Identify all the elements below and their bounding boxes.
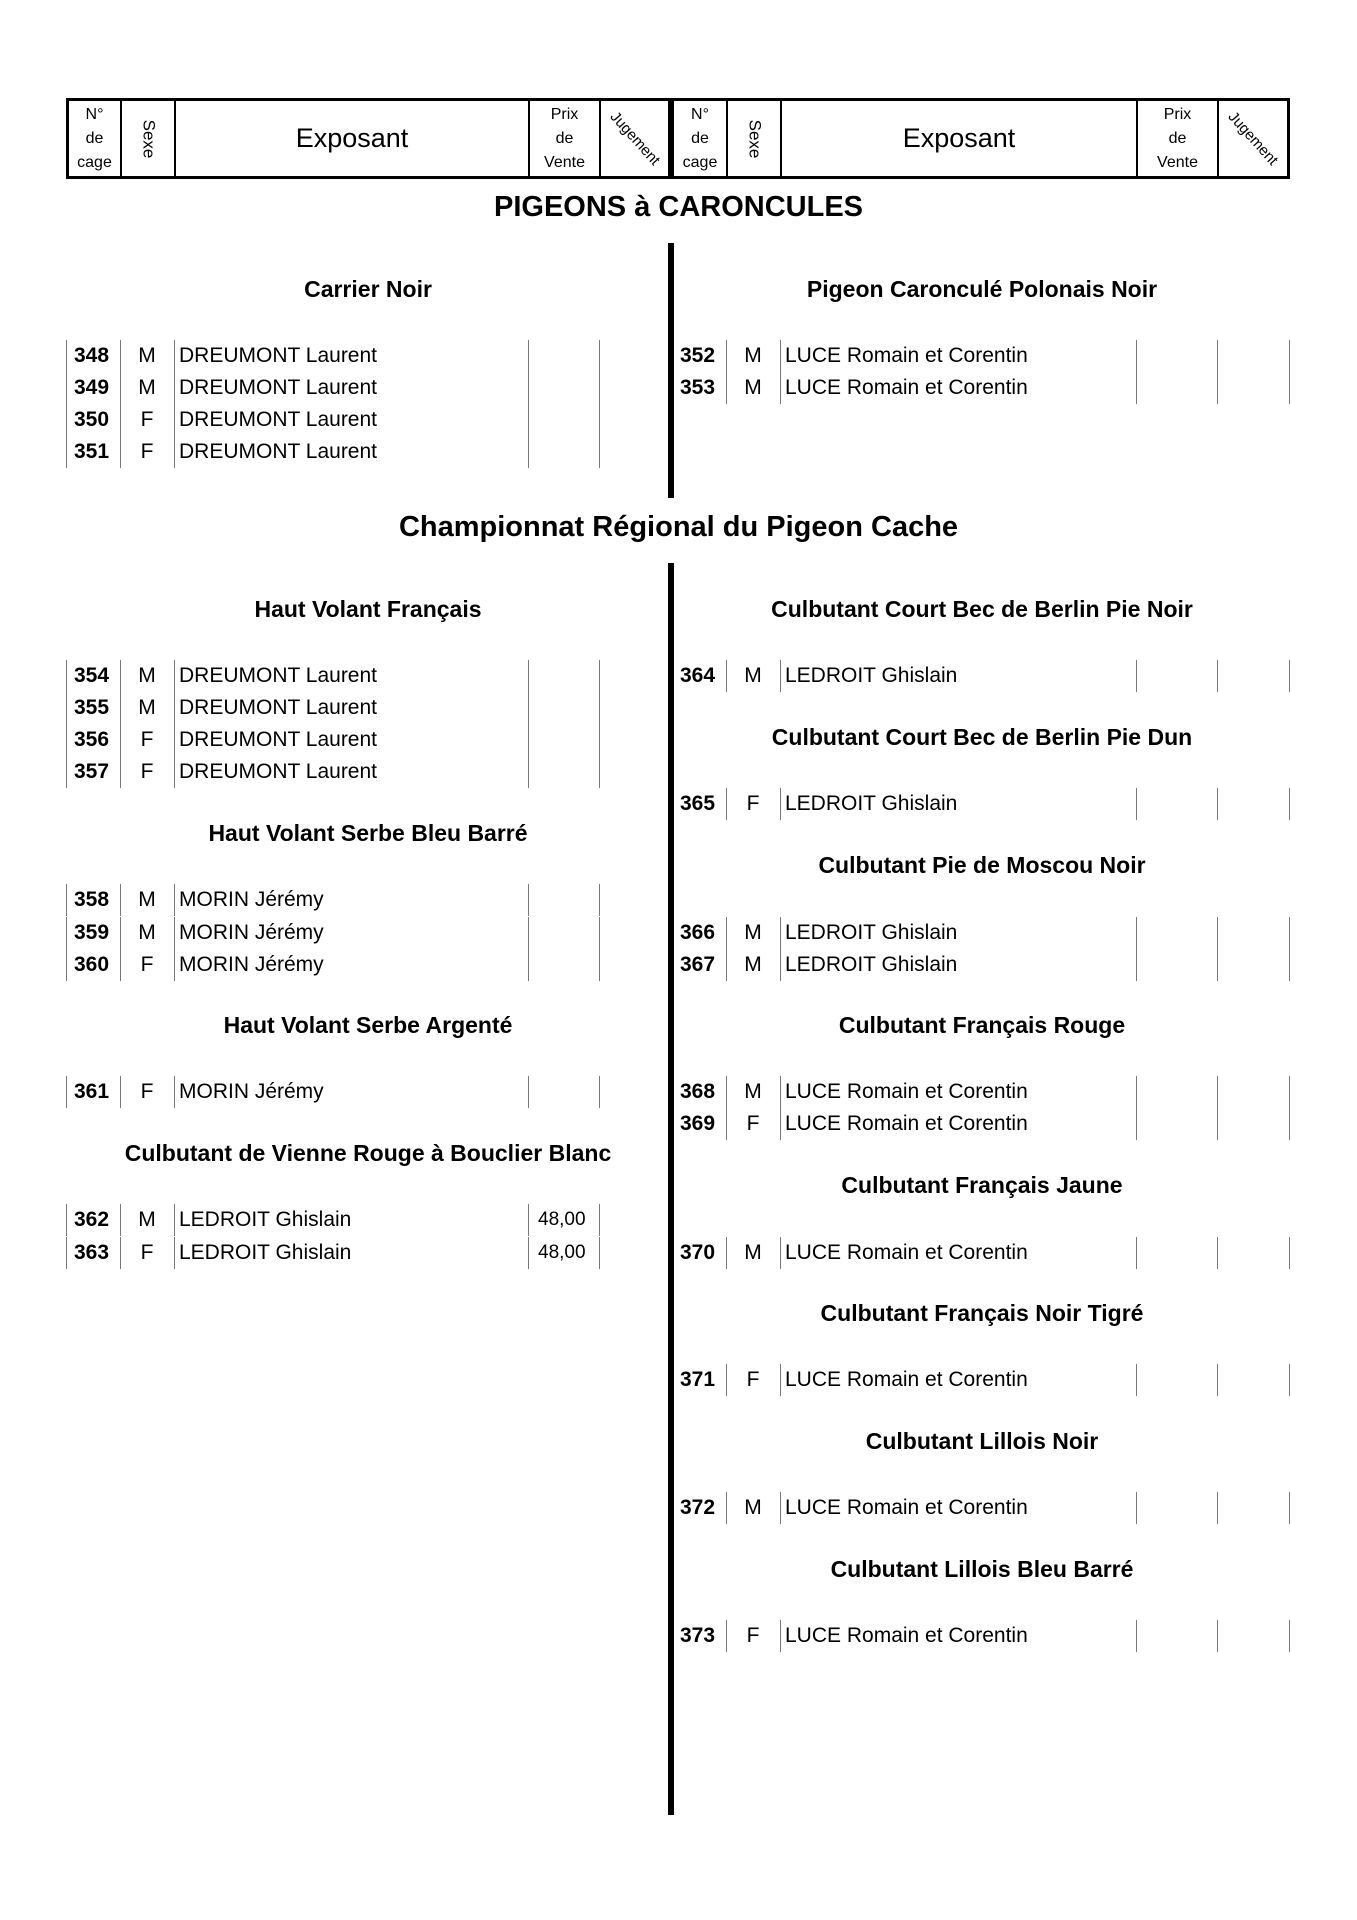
- category-title: Culbutant Français Rouge: [838, 1012, 1126, 1038]
- sexe: M: [744, 664, 762, 687]
- header-sexe-right-label: Sexe: [745, 119, 764, 158]
- header-jugement-right-label: Jugement: [1224, 108, 1282, 169]
- sexe: M: [744, 376, 762, 399]
- cage-number: 369: [680, 1112, 716, 1135]
- cage-number: 353: [680, 376, 716, 399]
- table-row: [672, 1076, 1292, 1108]
- cage-number: 348: [74, 344, 110, 367]
- table-row: [66, 404, 606, 436]
- section-title: PIGEONS à CARONCULES: [494, 191, 863, 223]
- category-title: Culbutant Lillois Noir: [865, 1428, 1099, 1454]
- table-header: [66, 98, 1290, 179]
- sexe: M: [138, 376, 156, 399]
- cage-number: 365: [680, 792, 716, 815]
- sexe: F: [746, 1112, 760, 1135]
- table-row: [66, 372, 606, 404]
- category-title: Pigeon Caronculé Polonais Noir: [806, 276, 1158, 302]
- table-row: [66, 1076, 606, 1108]
- exposant: MORIN Jérémy: [179, 953, 324, 976]
- sexe: M: [744, 1241, 762, 1264]
- sexe: F: [140, 408, 154, 431]
- cage-number: 364: [680, 664, 716, 687]
- header-cage-left: N° de cage: [69, 101, 122, 176]
- header-sexe-right: [728, 101, 782, 176]
- exposant: DREUMONT Laurent: [179, 728, 378, 751]
- cage-number: 350: [74, 408, 110, 431]
- exposant: DREUMONT Laurent: [179, 344, 378, 367]
- sexe: F: [140, 440, 154, 463]
- sexe: F: [140, 728, 154, 751]
- table-row: [672, 949, 1292, 981]
- cage-number: 372: [680, 1496, 716, 1519]
- exposant: DREUMONT Laurent: [179, 376, 378, 399]
- cage-number: 357: [74, 760, 110, 783]
- table-row: [66, 884, 606, 916]
- cage-number: 367: [680, 953, 716, 976]
- sexe: M: [744, 953, 762, 976]
- cage-number: 362: [74, 1208, 110, 1231]
- exposant: DREUMONT Laurent: [179, 760, 378, 783]
- header-prix-right: Prix de Vente: [1138, 101, 1219, 176]
- prix-vente: 48,00: [538, 1209, 586, 1230]
- table-row: [66, 692, 606, 724]
- cage-number: 373: [680, 1624, 716, 1647]
- category-title: Culbutant Court Bec de Berlin Pie Noir: [771, 596, 1193, 622]
- sexe: F: [746, 1624, 760, 1647]
- header-prix-left: Prix de Vente: [530, 101, 601, 176]
- category-title: Carrier Noir: [304, 276, 432, 302]
- table-row: [66, 1237, 606, 1269]
- table-row: [672, 660, 1292, 692]
- exposant: LUCE Romain et Corentin: [785, 344, 1028, 367]
- exposant: LUCE Romain et Corentin: [785, 1624, 1028, 1647]
- exposant: LEDROIT Ghislain: [785, 792, 958, 815]
- sexe: M: [138, 888, 156, 911]
- category-title: Culbutant Lillois Bleu Barré: [830, 1556, 1134, 1582]
- exposant: LUCE Romain et Corentin: [785, 1368, 1028, 1391]
- cage-number: 370: [680, 1241, 716, 1264]
- sexe: M: [744, 1080, 762, 1103]
- sexe: M: [138, 921, 156, 944]
- cage-number: 354: [74, 664, 110, 687]
- cage-number: 358: [74, 888, 110, 911]
- table-row: [672, 1492, 1292, 1524]
- table-row: [66, 660, 606, 692]
- table-row: [672, 1237, 1292, 1269]
- exposant: LEDROIT Ghislain: [785, 953, 958, 976]
- exposant: LUCE Romain et Corentin: [785, 1241, 1028, 1264]
- exposant: LEDROIT Ghislain: [179, 1208, 352, 1231]
- sexe: F: [140, 1241, 154, 1264]
- table-row: [672, 372, 1292, 404]
- table-row: [672, 788, 1292, 820]
- cage-number: 355: [74, 696, 110, 719]
- exposant: LUCE Romain et Corentin: [785, 1112, 1028, 1135]
- sexe: F: [746, 792, 760, 815]
- table-row: [672, 1620, 1292, 1652]
- table-row: [66, 340, 606, 372]
- header-sexe-left-label: Sexe: [139, 119, 158, 158]
- exposant: LUCE Romain et Corentin: [785, 1080, 1028, 1103]
- header-exposant-left: Exposant: [176, 101, 530, 176]
- header-jugement-right: [1219, 101, 1287, 176]
- sexe: M: [744, 1496, 762, 1519]
- cage-number: 360: [74, 953, 110, 976]
- exposant: DREUMONT Laurent: [179, 440, 378, 463]
- cage-number: 356: [74, 728, 110, 751]
- table-row: [66, 436, 606, 468]
- table-row: [672, 340, 1292, 372]
- exposant: MORIN Jérémy: [179, 888, 324, 911]
- header-sexe-left: [122, 101, 176, 176]
- table-row: [66, 756, 606, 788]
- cage-number: 363: [74, 1241, 110, 1264]
- exposant: DREUMONT Laurent: [179, 696, 378, 719]
- sexe: M: [138, 664, 156, 687]
- sexe: F: [140, 953, 154, 976]
- category-title: Culbutant de Vienne Rouge à Bouclier Blanc: [124, 1140, 612, 1166]
- cage-number: 349: [74, 376, 110, 399]
- exposant: LEDROIT Ghislain: [785, 664, 958, 687]
- category-title: Culbutant Français Noir Tigré: [820, 1300, 1144, 1326]
- category-title: Culbutant Pie de Moscou Noir: [818, 852, 1146, 878]
- sexe: M: [138, 696, 156, 719]
- cage-number: 351: [74, 440, 110, 463]
- cage-number: 366: [680, 921, 716, 944]
- exposant: MORIN Jérémy: [179, 921, 324, 944]
- exposant: DREUMONT Laurent: [179, 408, 378, 431]
- sexe: M: [138, 1208, 156, 1231]
- category-title: Culbutant Court Bec de Berlin Pie Dun: [771, 724, 1193, 750]
- header-exposant-right: Exposant: [782, 101, 1138, 176]
- cage-number: 368: [680, 1080, 716, 1103]
- table-row: [672, 1364, 1292, 1396]
- exposant: DREUMONT Laurent: [179, 664, 378, 687]
- sexe: F: [746, 1368, 760, 1391]
- exposant: LEDROIT Ghislain: [785, 921, 958, 944]
- category-title: Haut Volant Serbe Argenté: [223, 1012, 513, 1038]
- sexe: M: [744, 921, 762, 944]
- exposant: LUCE Romain et Corentin: [785, 1496, 1028, 1519]
- exposant: LUCE Romain et Corentin: [785, 376, 1028, 399]
- table-row: [672, 917, 1292, 949]
- category-title: Haut Volant Serbe Bleu Barré: [208, 820, 528, 846]
- exposant: MORIN Jérémy: [179, 1080, 324, 1103]
- cage-number: 352: [680, 344, 716, 367]
- table-row: [66, 949, 606, 981]
- cage-number: 361: [74, 1080, 110, 1103]
- sexe: F: [140, 760, 154, 783]
- category-title: Culbutant Français Jaune: [841, 1172, 1123, 1198]
- exposant: LEDROIT Ghislain: [179, 1241, 352, 1264]
- category-title: Haut Volant Français: [254, 596, 482, 622]
- table-row: [66, 1204, 606, 1236]
- prix-vente: 48,00: [538, 1242, 586, 1263]
- header-jugement-left-label: Jugement: [606, 108, 663, 169]
- sexe: M: [138, 344, 156, 367]
- section-title: Championnat Régional du Pigeon Cache: [398, 511, 959, 543]
- table-row: [672, 1108, 1292, 1140]
- cage-number: 371: [680, 1368, 716, 1391]
- sexe: F: [140, 1080, 154, 1103]
- header-cage-right: N° de cage: [674, 101, 728, 176]
- sexe: M: [744, 344, 762, 367]
- header-jugement-left: [601, 101, 668, 176]
- table-row: [66, 724, 606, 756]
- cage-number: 359: [74, 921, 110, 944]
- table-row: [66, 917, 606, 949]
